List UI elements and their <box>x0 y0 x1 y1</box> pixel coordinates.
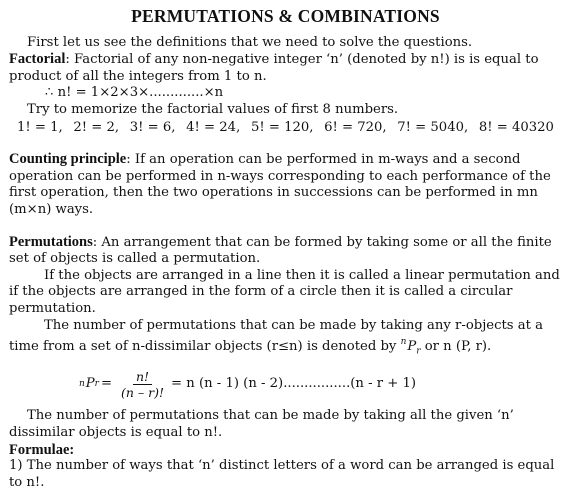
formulae-title: Formulae: <box>9 441 75 458</box>
spacer <box>9 136 562 151</box>
counting-term: Counting principle <box>9 151 127 168</box>
factorial-value: 1! = 1, <box>17 119 63 135</box>
spacer <box>9 219 562 234</box>
formula-npr-p: P <box>85 376 95 392</box>
all-objects-text: The number of permutations that can be made by taking all the given ‘n’ dissimilar objects is equal to n!. <box>9 408 514 440</box>
r-objects-text <box>9 318 562 361</box>
fraction-numerator: n! <box>133 369 152 385</box>
factorial-value: 4! = 24, <box>186 119 241 135</box>
intro-text: First let us see the definitions that we need to solve the questions. <box>27 34 473 50</box>
counting-paragraph <box>9 151 562 218</box>
npr-formula <box>79 364 562 404</box>
factorial-value: 6! = 720, <box>324 119 387 135</box>
linear-circular-text: If the objects are arranged in a line then it is called a linear permutation and if the objects are arranged in the form of a circle then it is called a circular permutation. <box>9 267 560 316</box>
npr-n: n <box>400 337 407 348</box>
page-title: PERMUTATIONS & COMBINATIONS <box>131 6 440 26</box>
factorial-formula: ∴ n! = 1×2×3×.............×n <box>45 85 224 101</box>
formulae-item-1: 1) The number of ways that ‘n’ distinct letters of a word can be arranged is equal to n!. <box>9 458 555 490</box>
formulae-title-text: Formulae <box>9 441 70 458</box>
factorial-paragraph <box>9 51 562 85</box>
permutations-paragraph <box>9 234 562 268</box>
factorial-term: Factorial <box>9 51 66 68</box>
npr-r: r <box>416 346 421 357</box>
permutations-term: Permutations <box>9 233 93 250</box>
formula-npr-n: n <box>79 379 85 390</box>
npr-fraction <box>118 369 167 400</box>
factorial-memorize: Try to memorize the factorial values of first 8 numbers. <box>27 101 399 117</box>
npr-p: P <box>407 339 417 355</box>
equals-sign: = <box>100 376 113 392</box>
counting-definition: : If an operation can be performed in m-ways and a second operation can be performed in n-ways corresponding to each performance of the first operation, then the two operations in successions can be performed in mn (m×n) ways. <box>9 152 551 217</box>
factorial-value: 5! = 120, <box>250 119 314 135</box>
formula-rhs: = n (n - 1) (n - 2)................(n - r + 1) <box>171 376 417 392</box>
factorial-value: 7! = 5040, <box>397 119 469 135</box>
factorial-values-row <box>9 120 562 137</box>
factorial-value: 3! = 6, <box>129 119 176 135</box>
factorial-definition: : Factorial of any non-negative integer ‘n’ (denoted by n!) is is equal to product of all the integers from 1 to n. <box>9 52 539 84</box>
formula-npr-r: r <box>94 379 99 390</box>
permutations-definition: : An arrangement that can be formed by taking some or all the finite set of objects is called a permutation. <box>9 234 552 267</box>
r-objects-pre: The number of permutations that can be made by taking any r-objects at a time from a set of n-dissimilar objects (r≤n) is denoted by <box>9 317 543 355</box>
factorial-value: 8! = 40320 <box>478 119 554 135</box>
r-objects-mid: or n (P, r). <box>420 339 492 355</box>
fraction-denominator: (n – r)! <box>121 384 165 400</box>
factorial-value: 2! = 2, <box>73 119 120 135</box>
